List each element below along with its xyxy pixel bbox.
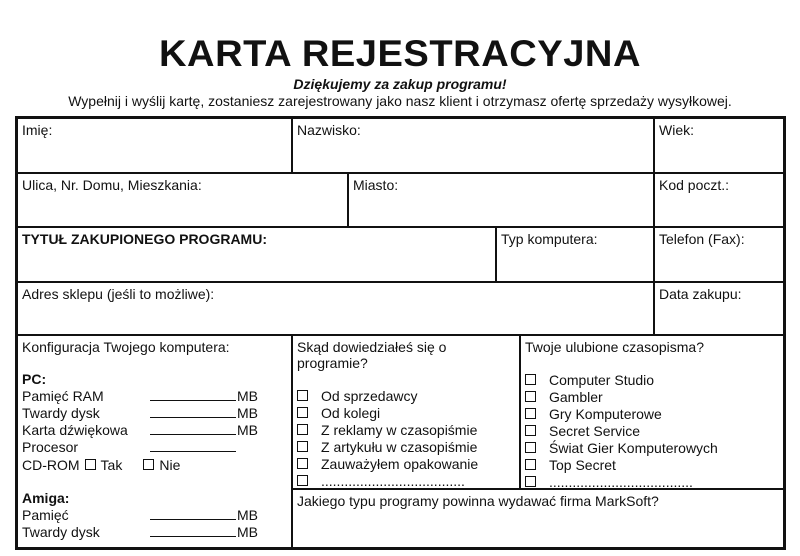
question-label: Jakiego typu programy powinna wydawać firma MarkSoft? bbox=[297, 493, 659, 509]
source-option-other-line: ..................................... bbox=[321, 472, 465, 489]
amiga-hdd-line[interactable] bbox=[150, 525, 236, 537]
field-data-zakupu[interactable] bbox=[654, 282, 784, 335]
magazine-option[interactable] bbox=[525, 405, 779, 422]
pc-cpu-label: Procesor bbox=[22, 439, 79, 455]
magazine-option-label: Secret Service bbox=[549, 422, 641, 439]
field-tytul-programu[interactable] bbox=[17, 227, 496, 282]
pc-heading: PC: bbox=[22, 371, 47, 387]
source-option[interactable] bbox=[297, 455, 515, 472]
magazine-checkbox[interactable] bbox=[525, 408, 536, 419]
cdrom-no-label: Nie bbox=[159, 456, 181, 473]
pc-ram-unit: MB bbox=[237, 388, 258, 404]
pc-cpu-line[interactable] bbox=[150, 440, 236, 452]
magazine-option[interactable] bbox=[525, 439, 779, 456]
field-kod-label: Kod poczt.: bbox=[659, 177, 730, 193]
source-option-label: Zauważyłem opakowanie bbox=[321, 455, 479, 472]
pc-sound-row[interactable] bbox=[22, 422, 287, 439]
pc-hdd-unit: MB bbox=[237, 405, 258, 421]
magazine-checkbox[interactable] bbox=[525, 476, 536, 487]
amiga-heading: Amiga: bbox=[22, 490, 70, 506]
magazines-section bbox=[520, 335, 784, 489]
field-ulica[interactable] bbox=[17, 173, 348, 227]
field-miasto-label: Miasto: bbox=[353, 177, 399, 193]
cdrom-yes-checkbox[interactable] bbox=[85, 459, 96, 470]
source-checkbox[interactable] bbox=[297, 390, 308, 401]
source-option-label: Z reklamy w czasopiśmie bbox=[321, 421, 478, 438]
magazine-checkbox[interactable] bbox=[525, 425, 536, 436]
pc-ram-row[interactable] bbox=[22, 388, 287, 405]
amiga-hdd-unit: MB bbox=[237, 524, 258, 540]
magazine-option-label: Gambler bbox=[549, 388, 603, 405]
field-telefon[interactable] bbox=[654, 227, 784, 282]
amiga-ram-row[interactable] bbox=[22, 507, 287, 524]
magazine-option[interactable] bbox=[525, 422, 779, 439]
field-data-zakupu-label: Data zakupu: bbox=[659, 286, 742, 302]
field-imie-label: Imię: bbox=[22, 122, 53, 138]
source-checkbox[interactable] bbox=[297, 458, 308, 469]
source-option[interactable] bbox=[297, 438, 515, 455]
magazine-checkbox[interactable] bbox=[525, 459, 536, 470]
source-checkbox[interactable] bbox=[297, 441, 308, 452]
pc-ram-line[interactable] bbox=[150, 389, 236, 401]
field-ulica-label: Ulica, Nr. Domu, Mieszkania: bbox=[22, 177, 202, 193]
pc-hdd-line[interactable] bbox=[150, 406, 236, 418]
page-subtitle: Dziękujemy za zakup programu! bbox=[293, 76, 507, 92]
magazine-option-other-line: ..................................... bbox=[549, 473, 693, 490]
pc-sound-label: Karta dźwiękowa bbox=[22, 422, 128, 438]
field-nazwisko-label: Nazwisko: bbox=[297, 122, 361, 138]
source-heading-line2: programie? bbox=[297, 355, 368, 371]
pc-hdd-row[interactable] bbox=[22, 405, 287, 422]
pc-ram-label: Pamięć RAM bbox=[22, 388, 104, 404]
source-heading-line1: Skąd dowiedziałeś się o bbox=[297, 339, 447, 355]
pc-sound-line[interactable] bbox=[150, 423, 236, 435]
field-telefon-label: Telefon (Fax): bbox=[659, 231, 745, 247]
field-kod-pocztowy[interactable] bbox=[654, 173, 784, 227]
source-option[interactable] bbox=[297, 387, 515, 404]
registration-form bbox=[15, 116, 786, 550]
source-checkbox[interactable] bbox=[297, 407, 308, 418]
field-typ-komputera-label: Typ komputera: bbox=[501, 231, 598, 247]
amiga-hdd-row[interactable] bbox=[22, 524, 287, 541]
source-checkbox[interactable] bbox=[297, 424, 308, 435]
amiga-ram-line[interactable] bbox=[150, 508, 236, 520]
field-adres-sklepu[interactable] bbox=[17, 282, 654, 335]
config-section bbox=[17, 335, 292, 548]
config-heading: Konfiguracja Twojego komputera: bbox=[22, 339, 230, 355]
field-wiek[interactable] bbox=[654, 118, 784, 173]
source-section bbox=[292, 335, 520, 489]
magazine-checkbox[interactable] bbox=[525, 374, 536, 385]
cdrom-yes-label: Tak bbox=[100, 456, 123, 473]
magazine-checkbox[interactable] bbox=[525, 391, 536, 402]
magazines-heading: Twoje ulubione czasopisma? bbox=[525, 339, 704, 355]
pc-sound-unit: MB bbox=[237, 422, 258, 438]
field-imie[interactable] bbox=[17, 118, 292, 173]
field-miasto[interactable] bbox=[348, 173, 654, 227]
cdrom-no-checkbox[interactable] bbox=[143, 459, 154, 470]
intro-text: Wypełnij i wyślij kartę, zostaniesz zarejestrowany jako nasz klient i otrzymasz ofertę sprzedaży wysyłkowej. bbox=[68, 93, 732, 109]
amiga-hdd-label: Twardy dysk bbox=[22, 524, 100, 540]
magazine-option-label: Świat Gier Komputerowych bbox=[549, 439, 718, 456]
question-field[interactable] bbox=[292, 489, 784, 548]
magazine-option-label: Gry Komputerowe bbox=[549, 405, 662, 422]
amiga-ram-label: Pamięć bbox=[22, 507, 69, 523]
source-option-label: Od kolegi bbox=[321, 404, 381, 421]
cdrom-row bbox=[22, 456, 287, 473]
amiga-ram-unit: MB bbox=[237, 507, 258, 523]
source-option-label: Od sprzedawcy bbox=[321, 387, 418, 404]
magazine-option-label: Top Secret bbox=[549, 456, 616, 473]
field-wiek-label: Wiek: bbox=[659, 122, 694, 138]
source-checkbox[interactable] bbox=[297, 475, 308, 486]
field-nazwisko[interactable] bbox=[292, 118, 654, 173]
magazine-option[interactable] bbox=[525, 456, 779, 473]
cdrom-label: CD-ROM bbox=[22, 456, 80, 473]
source-option-label: Z artykułu w czasopiśmie bbox=[321, 438, 478, 455]
magazine-option-label: Computer Studio bbox=[549, 371, 655, 388]
magazine-checkbox[interactable] bbox=[525, 442, 536, 453]
source-option-other[interactable] bbox=[297, 472, 515, 489]
page-title: KARTA REJESTRACYJNA bbox=[159, 33, 641, 74]
magazine-option-other[interactable] bbox=[525, 473, 779, 490]
pc-hdd-label: Twardy dysk bbox=[22, 405, 100, 421]
field-tytul-label: TYTUŁ ZAKUPIONEGO PROGRAMU: bbox=[22, 231, 267, 247]
magazine-option[interactable] bbox=[525, 388, 779, 405]
pc-cpu-row[interactable] bbox=[22, 439, 287, 456]
field-typ-komputera[interactable] bbox=[496, 227, 654, 282]
source-option[interactable] bbox=[297, 404, 515, 421]
field-adres-sklepu-label: Adres sklepu (jeśli to możliwe): bbox=[22, 286, 215, 302]
source-option[interactable] bbox=[297, 421, 515, 438]
magazine-option[interactable] bbox=[525, 371, 779, 388]
